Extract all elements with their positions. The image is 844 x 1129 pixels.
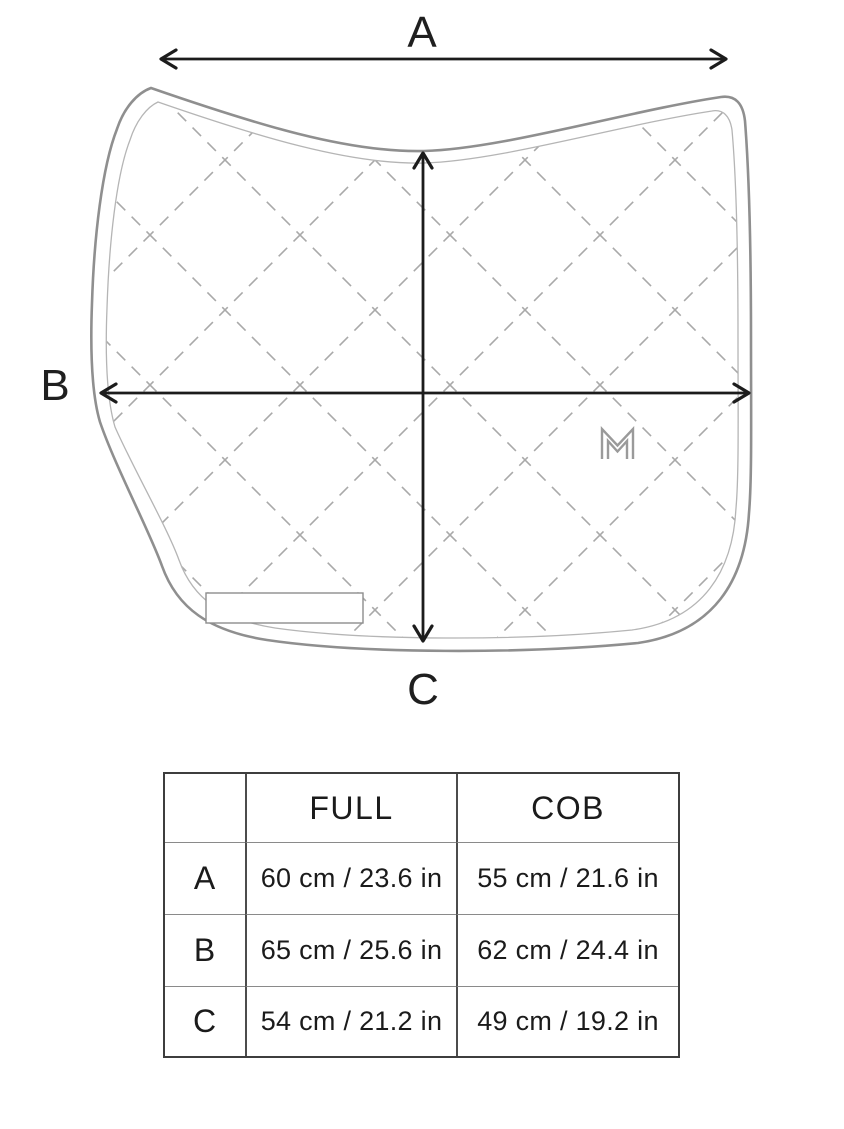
size-table-value-c-cob: 49 cm / 19.2 in	[456, 986, 678, 1056]
label-dimension-a: A	[407, 8, 437, 57]
size-table-row-label-c: C	[165, 986, 245, 1056]
size-table-row-label-b: B	[165, 914, 245, 986]
size-table-value-a-cob: 55 cm / 21.6 in	[456, 842, 678, 914]
size-table-header-cob: COB	[456, 774, 678, 842]
label-dimension-c: C	[407, 665, 439, 714]
dimension-a-arrow	[161, 50, 726, 68]
size-table-value-c-full: 54 cm / 21.2 in	[245, 986, 456, 1056]
size-table-header-full: FULL	[245, 774, 456, 842]
size-table-value-a-full: 60 cm / 23.6 in	[245, 842, 456, 914]
brand-label-tag	[206, 593, 363, 623]
size-table-corner-cell	[165, 774, 245, 842]
size-table	[163, 772, 680, 1058]
label-dimension-b: B	[40, 361, 70, 410]
size-table-row-label-a: A	[165, 842, 245, 914]
size-table-value-b-full: 65 cm / 25.6 in	[245, 914, 456, 986]
size-table-value-b-cob: 62 cm / 24.4 in	[456, 914, 678, 986]
